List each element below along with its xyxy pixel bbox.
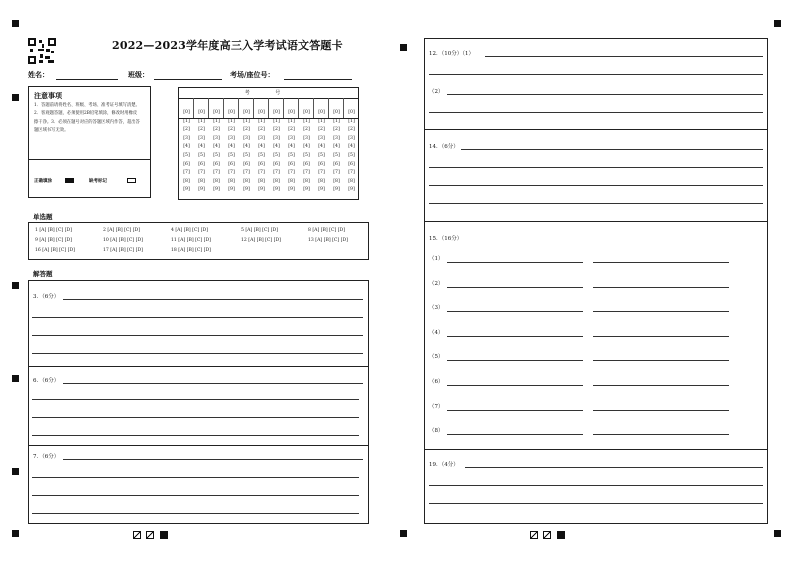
question-separator — [425, 221, 767, 222]
notice-divider — [29, 159, 150, 160]
exam-digit-bubble[interactable]: [1] — [228, 118, 235, 124]
q3-answer-line[interactable] — [32, 317, 363, 318]
exam-number-write-cell[interactable] — [179, 98, 194, 118]
exam-grid-divider — [179, 118, 358, 119]
q12-answer-line[interactable] — [485, 56, 763, 57]
exam-digit-bubble[interactable]: [4] — [333, 144, 340, 150]
exam-digit-bubble[interactable]: [5] — [183, 153, 190, 158]
question-separator — [29, 445, 368, 446]
exam-digit-bubble[interactable]: [2] — [318, 127, 325, 133]
q19-label: 19．（4分） — [429, 462, 459, 468]
page-title: 2022—2023学年度高三入学考试语文答题卡 — [112, 39, 343, 52]
q3-label: 3．（6分） — [33, 294, 60, 300]
exam-digit-bubble[interactable]: [0] — [288, 110, 295, 115]
q15-part-label: （6） — [429, 379, 444, 385]
q15-answer-line[interactable] — [593, 287, 729, 288]
sync-square — [543, 531, 551, 539]
exam-digit-bubble[interactable]: [0] — [228, 110, 235, 115]
exam-digit-bubble[interactable]: [5] — [228, 153, 235, 158]
q12-answer-line[interactable] — [429, 112, 763, 113]
timing-mark — [400, 530, 407, 537]
q3-answer-line[interactable] — [32, 353, 363, 354]
name-field[interactable] — [56, 79, 118, 80]
exam-digit-bubble[interactable]: [0] — [213, 110, 220, 115]
mc-question[interactable]: 16 [A] [B] [C] [D] — [35, 248, 75, 253]
exam-digit-bubble[interactable]: [7] — [243, 170, 250, 176]
exam-digit-bubble[interactable]: [4] — [318, 144, 325, 150]
notice-title: 注意事项 — [34, 91, 62, 100]
exam-digit-bubble[interactable]: [7] — [273, 170, 280, 176]
exam-digit-bubble[interactable]: [5] — [273, 153, 280, 158]
exam-digit-bubble[interactable]: [3] — [198, 135, 205, 141]
mc-question[interactable]: 17 [A] [B] [C] [D] — [103, 248, 143, 253]
exam-digit-bubble[interactable]: [9] — [318, 187, 325, 193]
exam-digit-bubble[interactable]: [6] — [303, 161, 310, 167]
mc-question[interactable]: 11 [A] [B] [C] [D] — [171, 238, 211, 243]
exam-digit-bubble[interactable]: [7] — [258, 170, 265, 176]
exam-digit-bubble[interactable]: [1] — [303, 118, 310, 124]
q15-part-label: （4） — [429, 329, 444, 336]
exam-digit-bubble[interactable]: [8] — [273, 178, 280, 184]
exam-digit-bubble[interactable]: [1] — [213, 118, 220, 124]
q12-answer-line[interactable] — [447, 94, 763, 95]
exam-digit-bubble[interactable]: [6] — [213, 161, 220, 167]
exam-digit-bubble[interactable]: [6] — [198, 161, 205, 167]
sync-square — [133, 531, 141, 539]
mc-question[interactable]: 8 [A] [B] [C] [D] — [308, 228, 345, 233]
exam-digit-bubble[interactable]: [6] — [243, 161, 250, 167]
exam-digit-bubble[interactable]: [7] — [303, 170, 310, 176]
exam-digit-bubble[interactable]: [8] — [213, 178, 220, 184]
exam-digit-bubble[interactable]: [2] — [273, 127, 280, 133]
q14-answer-line[interactable] — [429, 185, 763, 186]
q15-answer-line[interactable] — [593, 385, 729, 386]
exam-digit-bubble[interactable]: [6] — [183, 161, 190, 167]
q7-label: 7．（6分） — [33, 454, 60, 460]
exam-digit-bubble[interactable]: [9] — [258, 187, 265, 193]
exam-digit-bubble[interactable]: [0] — [183, 110, 190, 115]
exam-digit-bubble[interactable]: [7] — [333, 170, 340, 176]
exam-digit-bubble[interactable]: [6] — [333, 161, 340, 167]
exam-digit-bubble[interactable]: [5] — [258, 153, 265, 158]
q12-part2-label: （2） — [429, 89, 444, 95]
exam-number-write-cell[interactable] — [314, 98, 329, 118]
exam-digit-bubble[interactable]: [3] — [288, 135, 295, 141]
q6-answer-line[interactable] — [63, 383, 363, 384]
q19-answer-line[interactable] — [429, 503, 763, 504]
exam-number-write-cell[interactable] — [194, 98, 209, 118]
sync-square — [160, 531, 168, 539]
q15-answer-line[interactable] — [447, 410, 583, 411]
q6-label: 6．（6分） — [33, 378, 60, 384]
exam-number-write-cell[interactable] — [284, 98, 299, 118]
exam-digit-bubble[interactable]: [9] — [273, 187, 280, 193]
exam-digit-bubble[interactable]: [2] — [228, 127, 235, 133]
q6-answer-line[interactable] — [32, 435, 359, 436]
exam-digit-bubble[interactable]: [8] — [348, 178, 355, 184]
q15-label: 15．（16分） — [429, 236, 463, 242]
exam-digit-bubble[interactable]: [2] — [348, 127, 355, 133]
exam-digit-bubble[interactable]: [8] — [288, 178, 295, 184]
q15-answer-line[interactable] — [593, 336, 729, 337]
exam-digit-bubble[interactable]: [1] — [183, 118, 190, 124]
timing-mark — [12, 20, 19, 27]
q15-answer-line[interactable] — [447, 336, 583, 337]
timing-mark — [12, 530, 19, 537]
timing-mark — [400, 44, 407, 51]
q15-answer-line[interactable] — [593, 434, 729, 435]
exam-digit-bubble[interactable]: [2] — [288, 127, 295, 133]
answer-area-left[interactable] — [28, 280, 369, 524]
exam-digit-bubble[interactable]: [0] — [243, 110, 250, 115]
exam-digit-bubble[interactable]: [3] — [228, 135, 235, 141]
mc-question[interactable]: 5 [A] [B] [C] [D] — [241, 228, 278, 233]
correct-fill-label: 正确填涂 — [34, 179, 52, 184]
exam-digit-bubble[interactable]: [6] — [258, 161, 265, 167]
exam-digit-bubble[interactable]: [5] — [288, 153, 295, 158]
q12-answer-line[interactable] — [429, 74, 763, 75]
exam-digit-bubble[interactable]: [2] — [183, 127, 190, 133]
exam-digit-bubble[interactable]: [5] — [213, 153, 220, 158]
exam-digit-bubble[interactable]: [3] — [303, 135, 310, 141]
exam-digit-bubble[interactable]: [7] — [318, 170, 325, 176]
exam-digit-bubble[interactable]: [0] — [273, 110, 280, 115]
timing-mark — [12, 94, 19, 101]
exam-digit-bubble[interactable]: [3] — [243, 135, 250, 141]
exam-digit-bubble[interactable]: [1] — [273, 118, 280, 124]
exam-digit-bubble[interactable]: [3] — [273, 135, 280, 141]
mc-question[interactable]: 12 [A] [B] [C] [D] — [241, 238, 281, 243]
q15-answer-line[interactable] — [447, 385, 583, 386]
q7-answer-line[interactable] — [32, 495, 359, 496]
mc-question[interactable]: 18 [A] [B] [C] [D] — [171, 248, 211, 253]
qr-code — [28, 38, 56, 64]
notice-box — [28, 86, 151, 198]
q7-answer-line[interactable] — [32, 513, 359, 514]
timing-mark — [774, 530, 781, 537]
exam-digit-bubble[interactable]: [9] — [303, 187, 310, 193]
q3-answer-line[interactable] — [63, 299, 363, 300]
q15-part-label: （1） — [429, 256, 444, 262]
correct-fill-sample — [65, 178, 74, 183]
exam-digit-bubble[interactable]: [9] — [183, 187, 190, 193]
exam-digit-bubble[interactable]: [8] — [318, 178, 325, 184]
exam-digit-bubble[interactable]: [2] — [258, 127, 265, 133]
exam-digit-bubble[interactable]: [3] — [183, 135, 190, 141]
q3-answer-line[interactable] — [32, 335, 363, 336]
exam-number-write-cell[interactable] — [329, 98, 344, 118]
exam-digit-bubble[interactable]: [7] — [213, 170, 220, 176]
exam-digit-bubble[interactable]: [8] — [258, 178, 265, 184]
exam-digit-bubble[interactable]: [7] — [183, 170, 190, 176]
q14-answer-line[interactable] — [461, 149, 763, 150]
exam-digit-bubble[interactable]: [8] — [303, 178, 310, 184]
q15-answer-line[interactable] — [447, 360, 583, 361]
answers-section-title: 解答题 — [33, 270, 53, 278]
exam-number-write-cell[interactable] — [254, 98, 269, 118]
mc-question[interactable]: 9 [A] [B] [C] [D] — [35, 238, 72, 243]
absent-mark-label: 缺考标记 — [89, 179, 107, 184]
timing-mark — [12, 468, 19, 475]
q15-answer-line[interactable] — [447, 262, 583, 263]
sync-square — [146, 531, 154, 539]
exam-digit-bubble[interactable]: [6] — [228, 161, 235, 167]
exam-digit-bubble[interactable]: [3] — [348, 135, 355, 141]
exam-digit-bubble[interactable]: [2] — [198, 127, 205, 133]
exam-number-header: 考 号 — [179, 88, 358, 99]
exam-number-grid[interactable] — [178, 87, 359, 200]
exam-digit-bubble[interactable]: [3] — [318, 135, 325, 141]
exam-digit-bubble[interactable]: [6] — [348, 161, 355, 167]
exam-number-write-cell[interactable] — [239, 98, 254, 118]
exam-number-write-cell[interactable] — [209, 98, 224, 118]
question-separator — [425, 129, 767, 130]
question-separator — [29, 366, 368, 367]
mc-question[interactable]: 4 [A] [B] [C] [D] — [171, 228, 208, 233]
q14-label: 14．（6分） — [429, 144, 459, 150]
exam-digit-bubble[interactable]: [4] — [228, 144, 235, 150]
exam-digit-bubble[interactable]: [1] — [348, 118, 355, 124]
answer-area-right[interactable] — [424, 38, 768, 524]
exam-digit-bubble[interactable]: [8] — [198, 178, 205, 184]
class-label: 班级： — [128, 70, 149, 79]
exam-digit-bubble[interactable]: [4] — [183, 144, 190, 150]
exam-digit-bubble[interactable]: [0] — [258, 110, 265, 115]
q6-answer-line[interactable] — [32, 399, 359, 400]
exam-digit-bubble[interactable]: [0] — [333, 110, 340, 115]
exam-digit-bubble[interactable]: [1] — [243, 118, 250, 124]
q7-answer-line[interactable] — [63, 459, 363, 460]
exam-digit-bubble[interactable]: [4] — [273, 144, 280, 150]
q15-answer-line[interactable] — [593, 360, 729, 361]
exam-digit-bubble[interactable]: [0] — [318, 110, 325, 115]
q19-answer-line[interactable] — [429, 485, 763, 486]
q15-answer-line[interactable] — [593, 262, 729, 263]
exam-digit-bubble[interactable]: [9] — [228, 187, 235, 193]
class-field[interactable] — [154, 79, 222, 80]
exam-digit-bubble[interactable]: [3] — [333, 135, 340, 141]
exam-digit-bubble[interactable]: [5] — [198, 153, 205, 158]
exam-digit-bubble[interactable]: [0] — [348, 110, 355, 115]
exam-digit-bubble[interactable]: [8] — [243, 178, 250, 184]
q19-answer-line[interactable] — [465, 467, 763, 468]
exam-digit-bubble[interactable]: [9] — [198, 187, 205, 193]
mc-question[interactable]: 10 [A] [B] [C] [D] — [103, 238, 143, 243]
sync-square — [530, 531, 538, 539]
exam-digit-bubble[interactable]: [2] — [333, 127, 340, 133]
exam-digit-bubble[interactable]: [2] — [213, 127, 220, 133]
q15-part-label: （3） — [429, 305, 444, 312]
exam-digit-bubble[interactable]: [7] — [348, 170, 355, 176]
q15-answer-line[interactable] — [447, 434, 583, 435]
exam-digit-bubble[interactable]: [9] — [333, 187, 340, 193]
q15-part-label: （8） — [429, 428, 444, 435]
q12-label: 12．（10分）（1） — [429, 51, 474, 57]
exam-digit-bubble[interactable]: [5] — [318, 153, 325, 158]
mc-question[interactable]: 2 [A] [B] [C] [D] — [103, 228, 140, 233]
exam-digit-bubble[interactable]: [0] — [198, 110, 205, 115]
exam-digit-bubble[interactable]: [1] — [318, 118, 325, 124]
exam-digit-bubble[interactable]: [2] — [303, 127, 310, 133]
exam-digit-bubble[interactable]: [1] — [258, 118, 265, 124]
q15-part-label: （2） — [429, 280, 444, 287]
q6-answer-line[interactable] — [32, 417, 359, 418]
exam-digit-bubble[interactable]: [5] — [333, 153, 340, 158]
exam-digit-bubble[interactable]: [7] — [228, 170, 235, 176]
name-label: 姓名： — [28, 70, 49, 79]
exam-digit-bubble[interactable]: [4] — [348, 144, 355, 150]
exam-digit-bubble[interactable]: [4] — [243, 144, 250, 150]
absent-mark-box[interactable] — [127, 178, 136, 183]
exam-digit-bubble[interactable]: [5] — [348, 153, 355, 158]
exam-digit-bubble[interactable]: [9] — [288, 187, 295, 193]
exam-number-write-cell[interactable] — [224, 98, 239, 118]
mc-question[interactable]: 1 [A] [B] [C] [D] — [35, 228, 72, 233]
exam-digit-bubble[interactable]: [8] — [333, 178, 340, 184]
exam-number-write-cell[interactable] — [269, 98, 284, 118]
q15-part-label: （7） — [429, 403, 444, 410]
q14-answer-line[interactable] — [429, 167, 763, 168]
q15-answer-line[interactable] — [593, 311, 729, 312]
exam-digit-bubble[interactable]: [4] — [198, 144, 205, 150]
q14-answer-line[interactable] — [429, 203, 763, 204]
timing-mark — [774, 20, 781, 27]
exam-digit-bubble[interactable]: [3] — [258, 135, 265, 141]
exam-digit-bubble[interactable]: [4] — [258, 144, 265, 150]
q15-answer-line[interactable] — [593, 410, 729, 411]
exam-number-write-cell[interactable] — [299, 98, 314, 118]
q15-answer-line[interactable] — [447, 311, 583, 312]
exam-digit-bubble[interactable]: [5] — [303, 153, 310, 158]
seat-field[interactable] — [284, 79, 352, 80]
exam-digit-bubble[interactable]: [1] — [198, 118, 205, 124]
exam-digit-bubble[interactable]: [6] — [273, 161, 280, 167]
exam-digit-bubble[interactable]: [9] — [213, 187, 220, 193]
q15-part-label: （5） — [429, 354, 444, 361]
question-separator — [425, 449, 767, 450]
exam-digit-bubble[interactable]: [9] — [348, 187, 355, 193]
exam-digit-bubble[interactable]: [6] — [288, 161, 295, 167]
mc-question[interactable]: 13 [A] [B] [C] [D] — [308, 238, 348, 243]
exam-digit-bubble[interactable]: [4] — [288, 144, 295, 150]
exam-digit-bubble[interactable]: [1] — [288, 118, 295, 124]
exam-digit-bubble[interactable]: [7] — [198, 170, 205, 176]
exam-digit-bubble[interactable]: [9] — [243, 187, 250, 193]
timing-mark — [12, 282, 19, 289]
exam-digit-bubble[interactable]: [6] — [318, 161, 325, 167]
q7-answer-line[interactable] — [32, 477, 359, 478]
sync-square — [557, 531, 565, 539]
timing-mark — [12, 375, 19, 382]
exam-digit-bubble[interactable]: [8] — [183, 178, 190, 184]
exam-digit-bubble[interactable]: [7] — [288, 170, 295, 176]
exam-digit-bubble[interactable]: [4] — [303, 144, 310, 150]
exam-digit-bubble[interactable]: [1] — [333, 118, 340, 124]
exam-digit-bubble[interactable]: [2] — [243, 127, 250, 133]
exam-digit-bubble[interactable]: [4] — [213, 144, 220, 150]
exam-digit-bubble[interactable]: [5] — [243, 153, 250, 158]
notice-text: 1．答题前请将姓名、班级、考场、准考证号填写清楚。2．客观题答题，必须使用2B铅笔填涂，修改时用橡皮擦干净。3．必须在题号对应的答题区域内作答，超出答题区域书写无效。 — [34, 103, 140, 133]
q15-answer-line[interactable] — [447, 287, 583, 288]
exam-digit-bubble[interactable]: [8] — [228, 178, 235, 184]
mc-answer-box — [28, 222, 369, 260]
exam-digit-bubble[interactable]: [3] — [213, 135, 220, 141]
exam-digit-bubble[interactable]: [0] — [303, 110, 310, 115]
seat-label: 考场/座位号： — [230, 70, 275, 79]
mc-section-title: 单选题 — [33, 213, 53, 221]
